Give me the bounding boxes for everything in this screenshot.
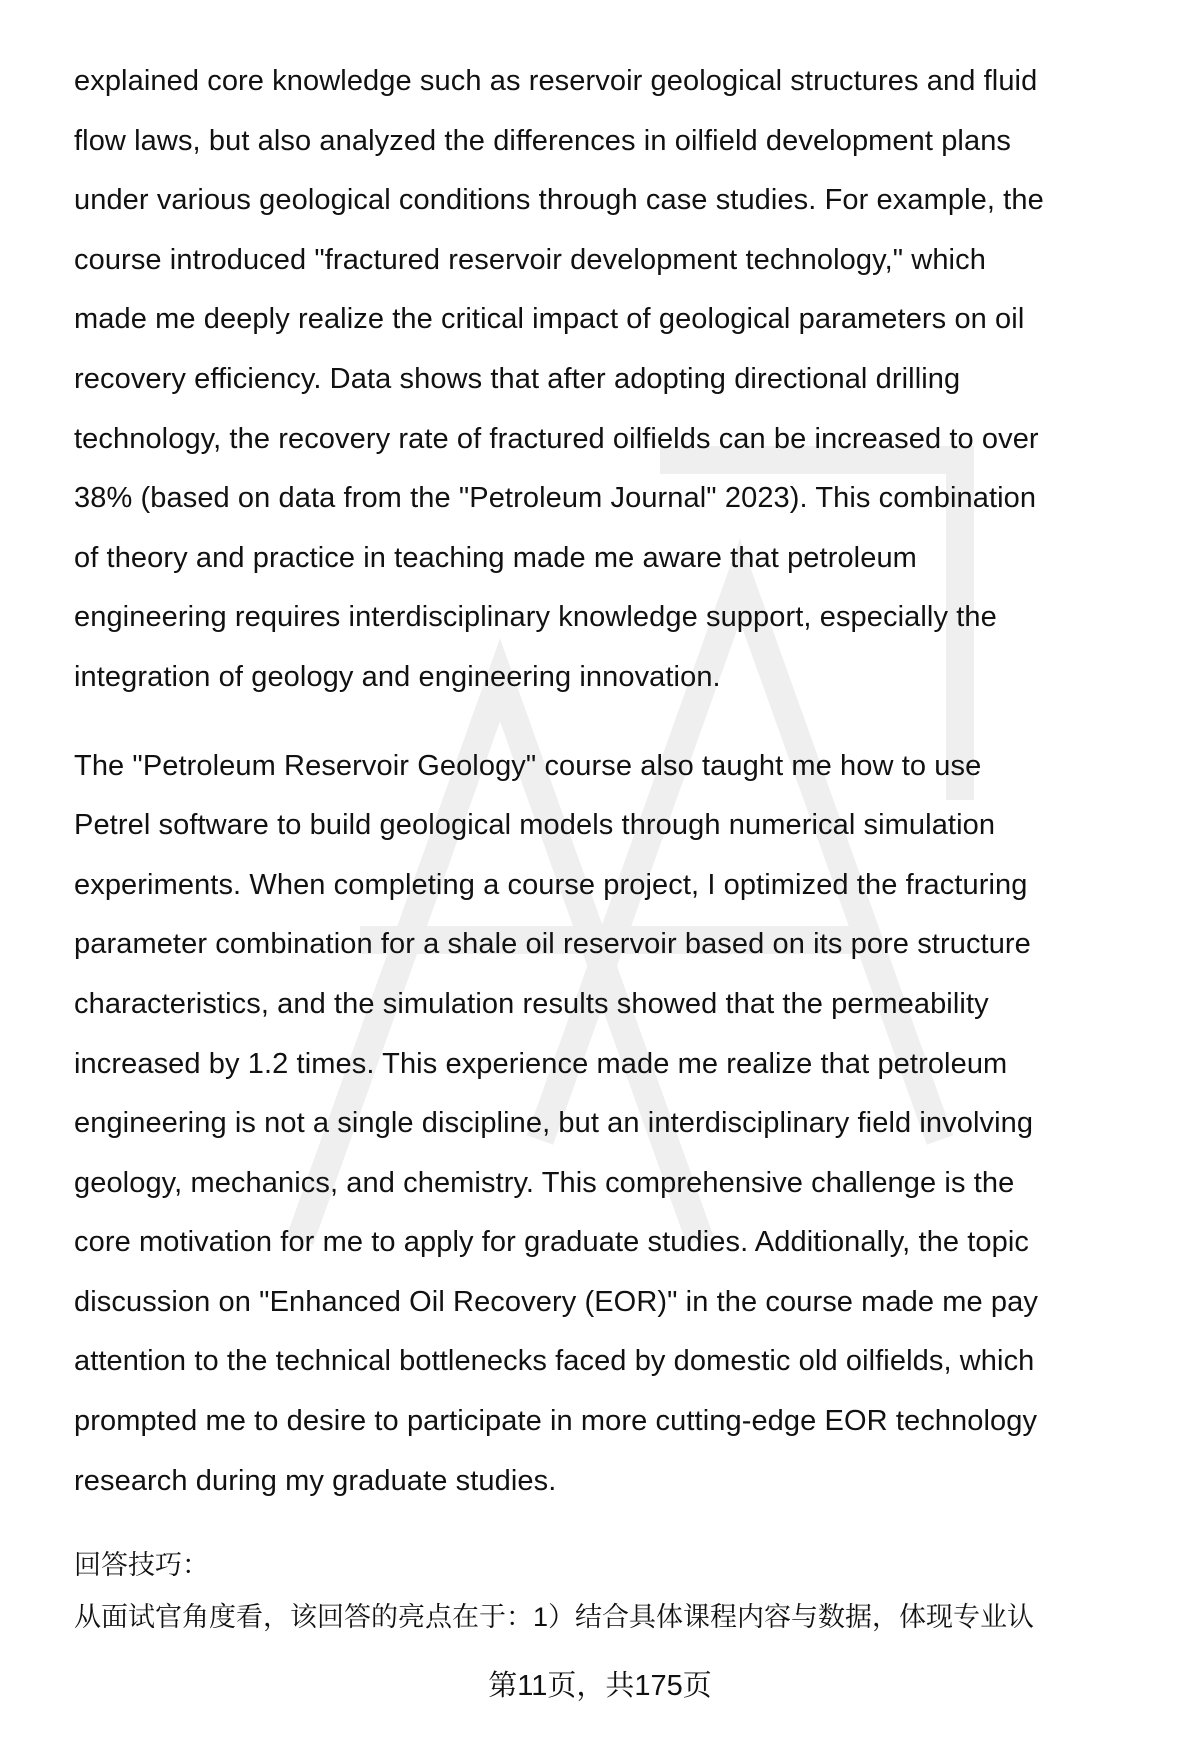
text-line: prompted me to desire to participate in more cutting-edge EOR technology (74, 1405, 1038, 1438)
text-line: made me deeply realize the critical impact of geological parameters on oil (74, 303, 1025, 336)
text-line: engineering is not a single discipline, but an interdisciplinary field involving (74, 1107, 1034, 1140)
text-line: 38% (based on data from the "Petroleum Journal" 2023). This combination (74, 482, 1037, 515)
text-line: research during my graduate studies. (74, 1464, 557, 1497)
text-line: The "Petroleum Reservoir Geology" course also taught me how to use (74, 749, 982, 782)
text-line: integration of geology and engineering innovation. (74, 660, 721, 693)
text-line: flow laws, but also analyzed the differences in oilfield development plans (74, 124, 1012, 157)
text-line: core motivation for me to apply for graduate studies. Additionally, the topic (74, 1226, 1030, 1259)
tips-text-line: 从面试官角度看，该回答的亮点在于：1）结合具体课程内容与数据，体现专业认 (74, 1602, 1035, 1633)
text-line: engineering requires interdisciplinary knowledge support, especially the (74, 601, 997, 634)
text-line: parameter combination for a shale oil reservoir based on its pore structure (74, 928, 1031, 961)
page-indicator: 第11页，共175页 (488, 1670, 712, 1702)
document-page (74, 52, 1154, 1643)
text-line: under various geological conditions through case studies. For example, the (74, 184, 1044, 217)
text-line: characteristics, and the simulation results showed that the permeability (74, 987, 989, 1020)
text-line: discussion on "Enhanced Oil Recovery (EOR)" in the course made me pay (74, 1285, 1038, 1318)
text-line: recovery efficiency. Data shows that after adopting directional drilling (74, 362, 961, 395)
text-line: geology, mechanics, and chemistry. This comprehensive challenge is the (74, 1166, 1015, 1199)
text-line: explained core knowledge such as reservoir geological structures and fluid (74, 65, 1038, 97)
text-line: technology, the recovery rate of fractured oilfields can be increased to over (74, 422, 1039, 455)
paragraph-2 (74, 737, 1154, 1512)
answer-tips-section (74, 1539, 1154, 1643)
tips-heading: 回答技巧： (74, 1550, 209, 1581)
text-line: attention to the technical bottlenecks faced by domestic old oilfields, which (74, 1345, 1035, 1378)
paragraph-1 (74, 52, 1154, 708)
text-line: course introduced "fractured reservoir development technology," which (74, 243, 986, 276)
text-line: experiments. When completing a course project, I optimized the fracturing (74, 868, 1028, 901)
text-line: increased by 1.2 times. This experience made me realize that petroleum (74, 1047, 1008, 1080)
text-line: of theory and practice in teaching made me aware that petroleum (74, 541, 917, 574)
text-line: Petrel software to build geological models through numerical simulation (74, 809, 996, 842)
